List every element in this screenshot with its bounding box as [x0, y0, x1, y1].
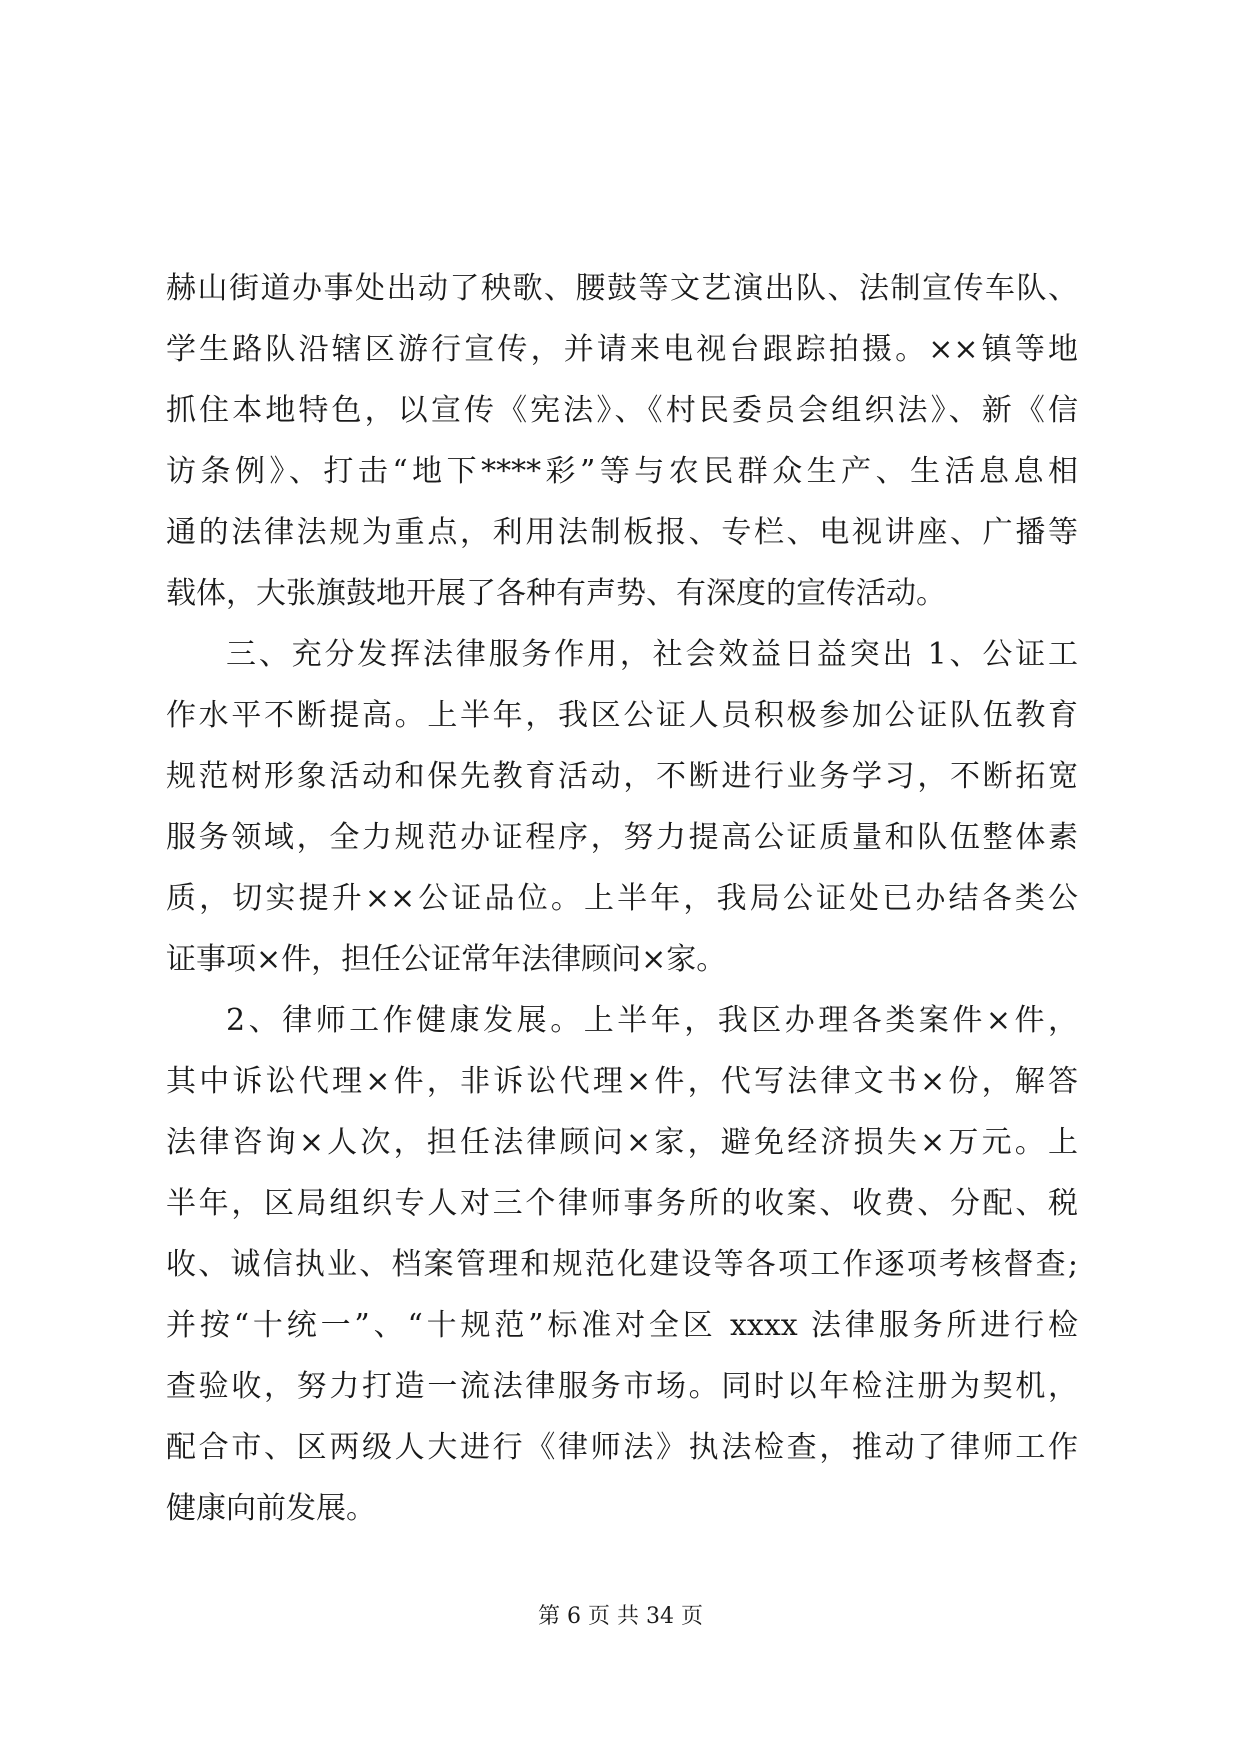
body-text	[166, 258, 1078, 1539]
text-line: 收、诚信执业、档案管理和规范化建设等各项工作逐项考核督查;	[166, 1247, 1078, 1282]
text-line: 载体，大张旗鼓地开展了各种有声势、有深度的宣传活动。	[166, 576, 946, 611]
text-line: 服务领域，全力规范办证程序，努力提高公证质量和队伍整体素	[166, 820, 1078, 855]
text-line: 半年，区局组织专人对三个律师事务所的收案、收费、分配、税	[166, 1186, 1078, 1221]
text-line: 抓住本地特色，以宣传《宪法》、《村民委员会组织法》、新《信	[166, 393, 1078, 428]
text-line: 证事项×件，担任公证常年法律顾问×家。	[166, 942, 727, 977]
text-line: 配合市、区两级人大进行《律师法》执法检查，推动了律师工作	[166, 1430, 1078, 1465]
text-line: 学生路队沿辖区游行宣传，并请来电视台跟踪拍摄。××镇等地	[166, 332, 1078, 367]
text-line: 三、充分发挥法律服务作用，社会效益日益突出 1、公证工	[226, 637, 1078, 672]
page-footer: 第 6 页 共 34 页	[538, 1604, 703, 1629]
text-line: 质，切实提升××公证品位。上半年，我局公证处已办结各类公	[166, 881, 1078, 916]
text-line: 查验收，努力打造一流法律服务市场。同时以年检注册为契机，	[166, 1369, 1078, 1404]
text-line: 健康向前发展。	[166, 1491, 376, 1526]
text-line: 通的法律法规为重点，利用法制板报、专栏、电视讲座、广播等	[166, 515, 1078, 550]
text-line: 2、律师工作健康发展。上半年，我区办理各类案件×件，	[226, 1003, 1078, 1038]
text-line: 规范树形象活动和保先教育活动，不断进行业务学习，不断拓宽	[166, 759, 1078, 794]
text-line: 作水平不断提高。上半年，我区公证人员积极参加公证队伍教育	[166, 698, 1078, 733]
text-line: 法律咨询×人次，担任法律顾问×家，避免经济损失×万元。上	[166, 1125, 1078, 1160]
text-line: 赫山街道办事处出动了秧歌、腰鼓等文艺演出队、法制宣传车队、	[166, 271, 1078, 306]
text-line: 其中诉讼代理×件，非诉讼代理×件，代写法律文书×份，解答	[166, 1064, 1078, 1099]
text-line: 访条例》、打击“地下****彩”等与农民群众生产、生活息息相	[166, 454, 1078, 489]
text-line: 并按“十统一”、“十规范”标准对全区 xxxx 法律服务所进行检	[166, 1308, 1078, 1343]
